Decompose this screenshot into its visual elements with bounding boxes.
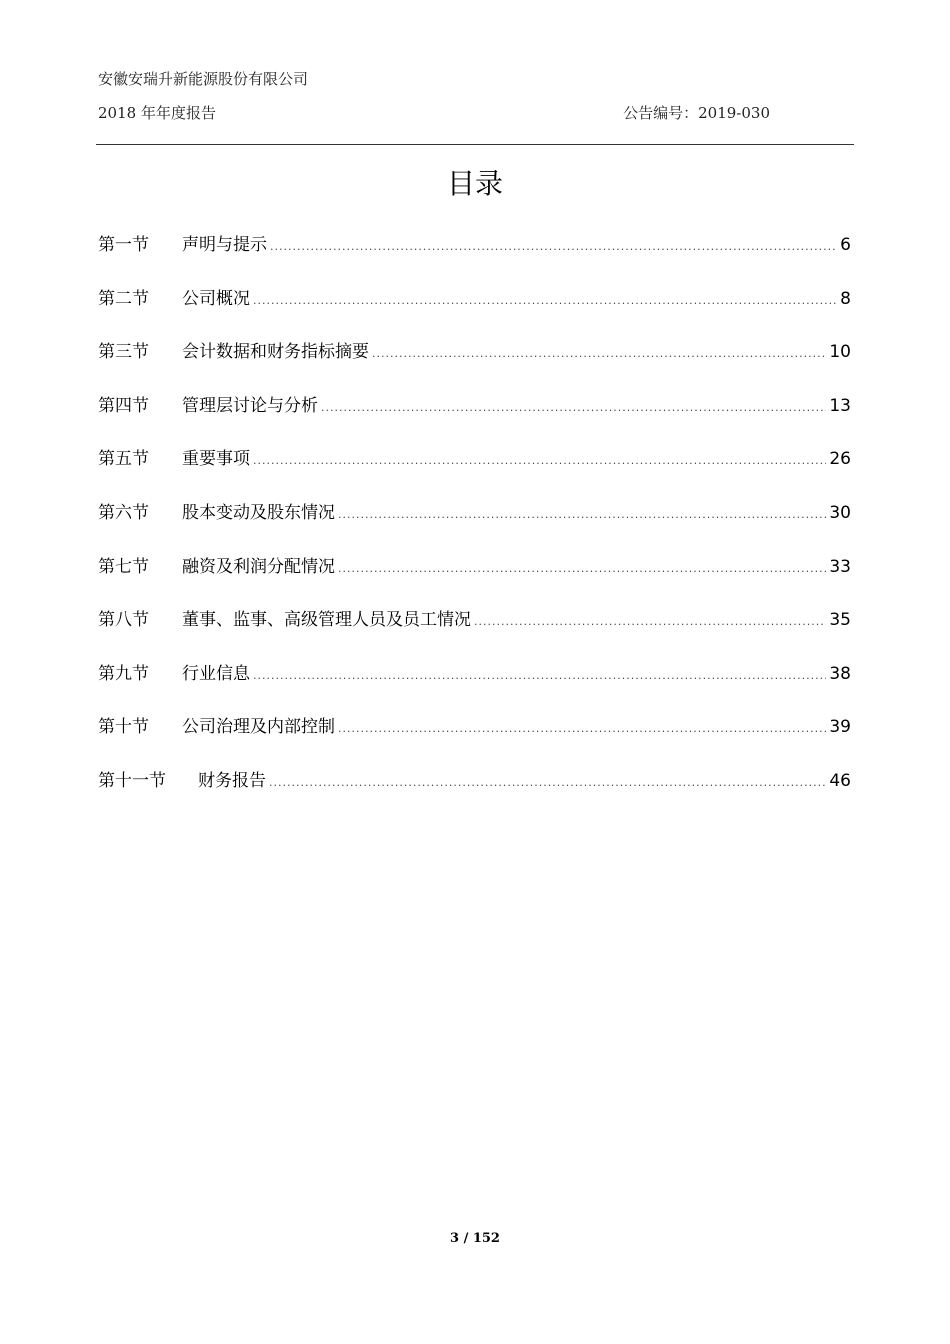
toc-section-number: 第六节	[98, 502, 149, 523]
toc-entry[interactable]	[98, 605, 851, 659]
toc-section-number: 第四节	[98, 395, 149, 416]
toc-entry[interactable]	[98, 444, 851, 498]
toc-leader-dots	[338, 562, 826, 575]
toc-leader-dots	[253, 294, 837, 307]
header-report-year: 2018 年年度报告	[98, 104, 216, 122]
toc-entry-label: 融资及利润分配情况	[182, 556, 335, 577]
toc-section-number: 第十节	[98, 717, 149, 738]
toc-entry-label: 股本变动及股东情况	[182, 502, 335, 523]
toc-leader-dots	[338, 508, 826, 521]
toc-leader-dots	[338, 722, 826, 735]
toc-section-number: 第五节	[98, 449, 149, 470]
toc-section-number: 第八节	[98, 610, 149, 631]
toc-page-number: 38	[829, 663, 851, 684]
toc-entry[interactable]	[98, 284, 851, 338]
toc-leader-dots	[474, 615, 826, 628]
toc-section-number: 第九节	[98, 663, 149, 684]
toc-title: 目录	[446, 167, 503, 200]
header-company-name: 安徽安瑞升新能源股份有限公司	[98, 70, 309, 88]
toc-entry[interactable]	[98, 659, 851, 713]
toc-entry[interactable]	[98, 552, 851, 606]
header-divider	[96, 144, 854, 145]
toc-leader-dots	[253, 454, 826, 467]
toc-page-number: 39	[829, 717, 851, 738]
toc-entry[interactable]	[98, 391, 851, 445]
toc-leader-dots	[321, 401, 826, 414]
toc-entry-label: 会计数据和财务指标摘要	[182, 342, 369, 363]
toc-section-number: 第一节	[98, 235, 149, 255]
toc-entry-label: 管理层讨论与分析	[182, 395, 318, 416]
toc-page-number: 35	[829, 610, 851, 631]
toc-page-number: 13	[829, 395, 851, 416]
page-number-footer: 3 / 152	[450, 1231, 500, 1246]
toc-leader-dots	[270, 240, 837, 253]
toc-entry-label: 行业信息	[182, 663, 250, 684]
toc-entry-label: 公司治理及内部控制	[182, 717, 335, 738]
toc-entry[interactable]	[98, 712, 851, 766]
toc-section-number: 第七节	[98, 556, 149, 577]
toc-entry[interactable]	[98, 766, 851, 820]
toc-entry[interactable]	[98, 337, 851, 391]
toc-entry-label: 财务报告	[198, 770, 266, 791]
toc-page-number: 33	[829, 556, 851, 577]
toc-leader-dots	[372, 347, 826, 360]
table-of-contents	[98, 230, 851, 820]
toc-entry-label: 重要事项	[182, 449, 250, 470]
toc-page-number: 8	[840, 288, 851, 309]
toc-page-number: 30	[829, 502, 851, 523]
toc-section-number: 第十一节	[98, 770, 166, 791]
toc-entry-label: 董事、监事、高级管理人员及员工情况	[182, 610, 471, 631]
toc-entry-label: 公司概况	[182, 288, 250, 309]
toc-leader-dots	[269, 776, 826, 789]
toc-page-number: 6	[840, 235, 851, 255]
toc-section-number: 第二节	[98, 288, 149, 309]
toc-entry-label: 声明与提示	[182, 235, 267, 255]
toc-page-number: 10	[829, 342, 851, 363]
toc-page-number: 46	[829, 770, 851, 791]
toc-page-number: 26	[829, 449, 851, 470]
header-notice-number: 公告编号：2019-030	[623, 104, 770, 122]
toc-entry[interactable]	[98, 498, 851, 552]
toc-section-number: 第三节	[98, 342, 149, 363]
toc-entry[interactable]	[98, 230, 851, 284]
toc-leader-dots	[253, 669, 826, 682]
